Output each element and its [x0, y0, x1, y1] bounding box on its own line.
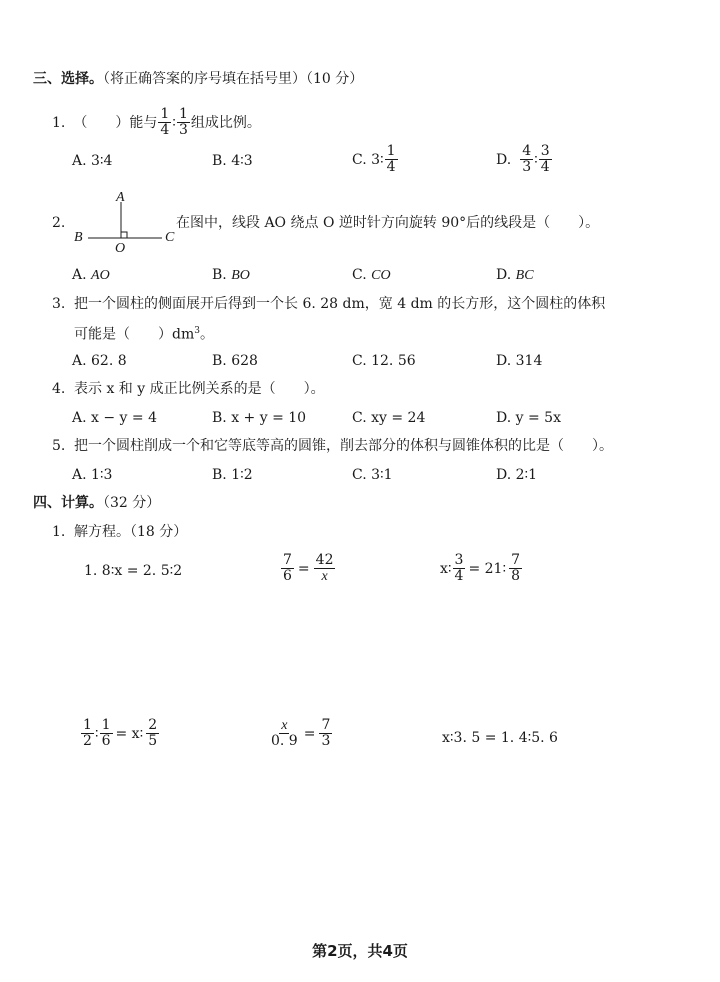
point-b-label: B	[74, 230, 83, 245]
q4-option-b: B. x + y = 10	[212, 410, 307, 426]
q2-option-b: B. BO	[212, 267, 250, 283]
q5-option-a: A. 1∶3	[72, 467, 113, 483]
question-2-number: 2.	[52, 215, 66, 231]
section-4-header	[33, 494, 160, 512]
q3-option-d: D. 314	[496, 353, 543, 369]
fraction: $\frac{1}{4}$	[386, 143, 396, 175]
fraction: $\frac{1}{6}$	[101, 717, 111, 749]
section-4-title: 四、计算。	[33, 495, 103, 511]
question-3-line-1: 把一个圆柱的侧面展开后得到一个长 6. 28 dm，宽 4 dm 的长方形，这个圆柱的体积	[74, 296, 606, 312]
fraction: $\frac{42}{x}$	[315, 552, 334, 584]
fraction: $\frac{1}{4}$	[160, 106, 170, 138]
q1-option-c: C. 3∶ $\frac{1}{4}$	[352, 143, 396, 175]
q4-option-c: C. xy = 24	[352, 410, 426, 426]
equation-4: $\frac{1}{2}$ ∶ $\frac{1}{6}$ = x∶ $\frac{2}{5}$	[83, 717, 158, 749]
section-3-header	[33, 70, 363, 88]
point-c-label: C	[165, 230, 175, 245]
fraction: $\frac{4}{3}$	[522, 143, 532, 175]
q2-option-a: A. AO	[72, 267, 110, 283]
q5-option-d: D. 2∶1	[496, 467, 538, 483]
point-a-label: A	[116, 190, 125, 205]
q5-option-c: C. 3∶1	[352, 467, 393, 483]
fraction: $\frac{7}{3}$	[321, 717, 331, 749]
question-1-prefix: （ ）能与	[73, 114, 158, 131]
fraction: $\frac{7}{6}$	[283, 552, 292, 584]
fraction: $\frac{3}{4}$	[540, 143, 550, 175]
fraction: $\frac{3}{4}$	[454, 552, 464, 584]
q3-option-a: A. 62. 8	[72, 353, 127, 369]
equation-2: $\frac{7}{6}$ = $\frac{42}{x}$	[283, 552, 334, 584]
calc-1-number: 1.	[52, 524, 66, 540]
question-3-number: 3.	[52, 296, 66, 312]
q1-option-b: B. 4∶3	[212, 153, 253, 169]
q2-option-c: C. CO	[352, 267, 391, 283]
equation-6: x∶3. 5 = 1. 4∶5. 6	[442, 730, 558, 746]
q1-option-d: D. $\frac{4}{3}$ ∶ $\frac{3}{4}$	[496, 143, 550, 175]
point-o-label: O	[115, 241, 126, 256]
question-1-suffix: 组成比例。	[190, 114, 261, 131]
right-angle-mark	[121, 232, 127, 238]
q4-option-a: A. x − y = 4	[72, 410, 157, 426]
q4-option-d: D. y = 5x	[496, 410, 561, 426]
question-1: 1. （ ）能与 $\frac{1}{4}$ ∶ $\frac{1}{3}$ 组成比例。	[52, 106, 261, 138]
calc-1-title: 解方程。（18 分）	[74, 524, 188, 540]
fraction: $\frac{1}{2}$	[83, 717, 92, 749]
question-4-number: 4.	[52, 381, 66, 397]
q5-option-b: B. 1∶2	[212, 467, 253, 483]
fraction: $\frac{2}{5}$	[148, 717, 158, 749]
question-2-text: 在图中，线段 AO 绕点 O 逆时针方向旋转 90°后的线段是（ ）。	[176, 215, 600, 231]
fraction: $\frac{7}{8}$	[511, 552, 521, 584]
q3-option-b: B. 628	[212, 353, 258, 369]
question-1-number: 1.	[52, 114, 66, 131]
q2-option-d: D. BC	[496, 267, 534, 283]
q1-option-a: A. 3∶4	[72, 153, 113, 169]
section-4-score: （32 分）	[103, 495, 161, 511]
question-4-text: 表示 x 和 y 成正比例关系的是（ ）。	[74, 381, 325, 397]
q3-option-c: C. 12. 56	[352, 353, 416, 369]
equation-5: $\frac{x}{0. 9}$ = $\frac{7}{3}$	[271, 717, 331, 749]
equation-1: 1. 8∶x = 2. 5∶2	[84, 563, 183, 579]
question-5-text: 把一个圆柱削成一个和它等底等高的圆锥，削去部分的体积与圆锥体积的比是（ ）。	[74, 438, 613, 454]
question-3-line-2: 可能是（ ）$dm^3$。	[74, 326, 214, 343]
page-number: 第2页，共4页	[312, 942, 408, 960]
equation-3: x∶ $\frac{3}{4}$ = 21∶ $\frac{7}{8}$	[440, 552, 521, 584]
fraction: $\frac{1}{3}$	[178, 106, 188, 138]
question-5-number: 5.	[52, 438, 66, 454]
section-3-instruction: （将正确答案的序号填在括号里）（10 分）	[103, 71, 364, 87]
fraction: $\frac{x}{0. 9}$	[271, 718, 298, 749]
section-3-title: 三、选择。	[33, 71, 103, 87]
